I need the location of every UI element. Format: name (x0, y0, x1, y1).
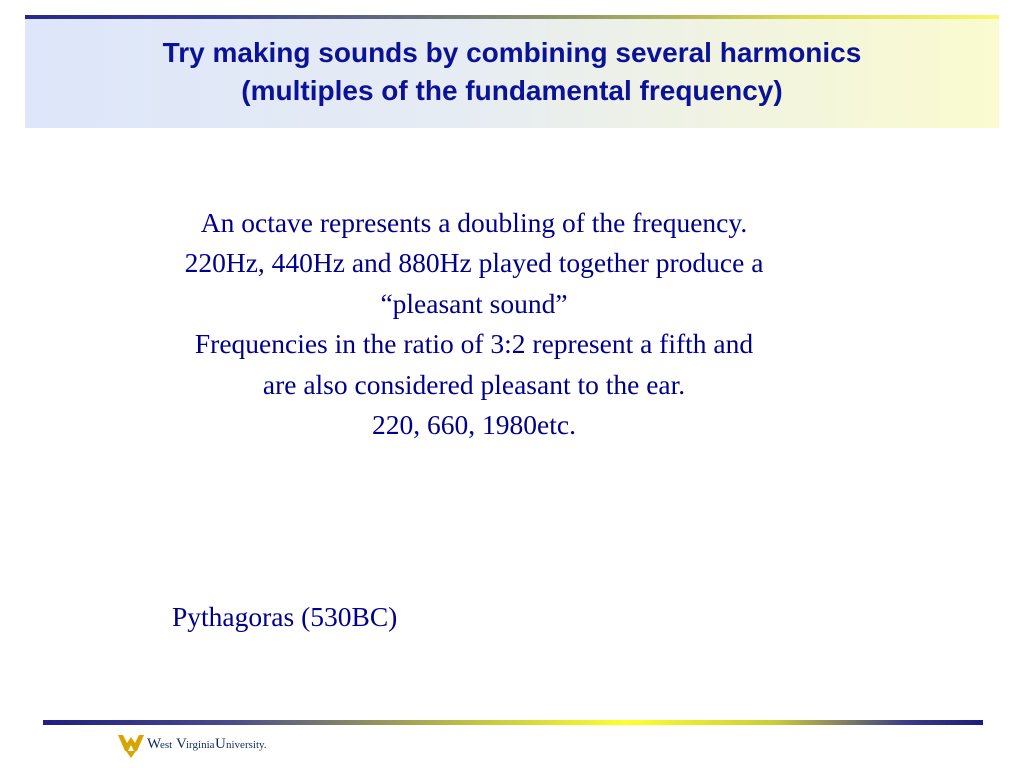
body-line: 220, 660, 1980etc. (372, 409, 576, 441)
slide-body (100, 203, 848, 445)
slide-title-line: Try making sounds by combining several harmonics (162, 37, 862, 68)
body-line: 220Hz, 440Hz and 880Hz played together produce a (184, 247, 764, 279)
footer-rule (43, 720, 983, 725)
svg-text:U: U (215, 736, 226, 752)
wv-flying-logo-icon (118, 735, 144, 758)
title-bar (25, 15, 999, 128)
slide-title (25, 34, 999, 110)
svg-text:niversity.: niversity. (226, 739, 267, 751)
university-logo (117, 729, 289, 759)
svg-text:irginia: irginia (186, 739, 215, 751)
slide-title-line: (multiples of the fundamental frequency) (241, 75, 783, 106)
title-top-rule (25, 15, 999, 19)
svg-text:W: W (147, 736, 162, 752)
body-line: Frequencies in the ratio of 3:2 represent a fifth and (194, 328, 754, 360)
caption: Pythagoras (530BC) (172, 601, 398, 632)
body-line: “pleasant sound” (380, 287, 568, 319)
body-line: An octave represents a doubling of the frequency. (200, 207, 748, 238)
body-line: are also considered pleasant to the ear. (262, 368, 686, 400)
svg-text:V: V (176, 736, 187, 752)
svg-text:est: est (160, 739, 173, 751)
